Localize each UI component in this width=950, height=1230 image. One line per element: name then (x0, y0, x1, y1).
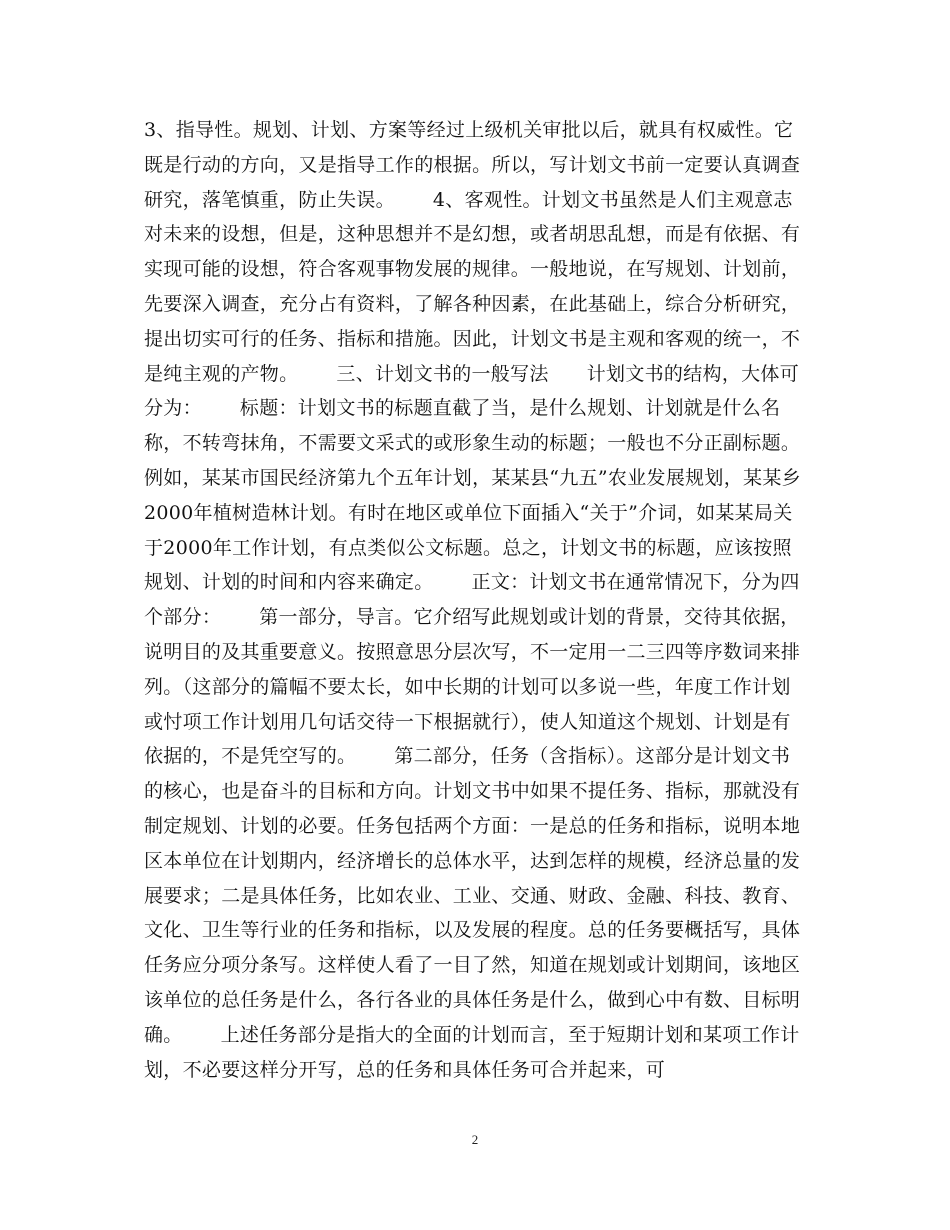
text-segment-8: 上述任务部分是指大的全面的计划而言，至于短期计划和某项工作计划，不必要这样分开写，总的任务和具体任务可合并起来，可 (144, 1023, 800, 1081)
text-segment-3: 计划文书的结构，大体可分为： (144, 362, 800, 420)
section-heading: 三、计划文书的一般写法 (336, 362, 549, 385)
text-segment-7: 第二部分，任务（含指标）。这部分是计划文书的核心，也是奋斗的目标和方向。计划文书中如果不提任务、指标，那就没有制定规划、计划的必要。任务包括两个方面：一是总的任务和指标，说明本地区本单位在计划期内，经济增长的总体水平，达到怎样的规模，经济总量的发展要求；二是具体任务，比如农业、工业、交通、财政、金融、科技、教育、文化、卫生等行业的任务和指标，以及发展的程度。总的任务要概括写，具体任务应分项分条写。这样使人看了一目了然，知道在规划或计划期间，该地区该单位的总任务是什么，各行各业的具体任务是什么，做到心中有数、目标明确。 (144, 745, 801, 1046)
page-number: 2 (471, 1132, 479, 1147)
text-segment-4: 标题：计划文书的标题直截了当，是什么规划、计划就是什么名称，不转弯抹角，不需要文采式的或形象生动的标题；一般也不分正副标题。例如，某某市国民经济第九个五年计划，某某县“九五”农业发展规划，某某乡2000年植树造林计划。有时在地区或单位下面插入“关于”介词，如某某局关于2000年工作计划，有点类似公文标题。总之，计划文书的标题，应该按照规划、计划的时间和内容来确定。 (144, 397, 801, 594)
text-segment-6: 第一部分，导言。它介绍写此规划或计划的背景，交待其依据，说明目的及其重要意义。按照意思分层次写，不一定用一二三四等序数词来排列。（这部分的篇幅不要太长，如中长期的计划可以多说一些，年度工作计划或忖项工作计划用几句话交待一下根据就行），使人知道这个规划、计划是有依据的，不是凭空写的。 (144, 606, 801, 768)
text-segment-1: 3、指导性。规划、计划、方案等经过上级机关审批以后，就具有权威性。它既是行动的方向，又是指导工作的根据。所以，写计划文书前一定要认真调查研究，落笔慎重，防止失误。 (144, 119, 801, 211)
text-segment-2: 4、客观性。计划文书虽然是人们主观意志对未来的设想，但是，这种思想并不是幻想，或者胡思乱想，而是有依据、有实现可能的设想，符合客观事物发展的规律。一般地说，在写规划、计划前，先要深入调查，充分占有资料，了解各种因素，在此基础上，综合分析研究，提出切实可行的任务、指标和措施。因此，计划文书是主观和客观的统一，不是纯主观的产物。 (144, 188, 801, 385)
text-segment-5: 正文：计划文书在通常情况下，分为四个部分： (144, 571, 800, 629)
body-text (144, 113, 808, 1087)
